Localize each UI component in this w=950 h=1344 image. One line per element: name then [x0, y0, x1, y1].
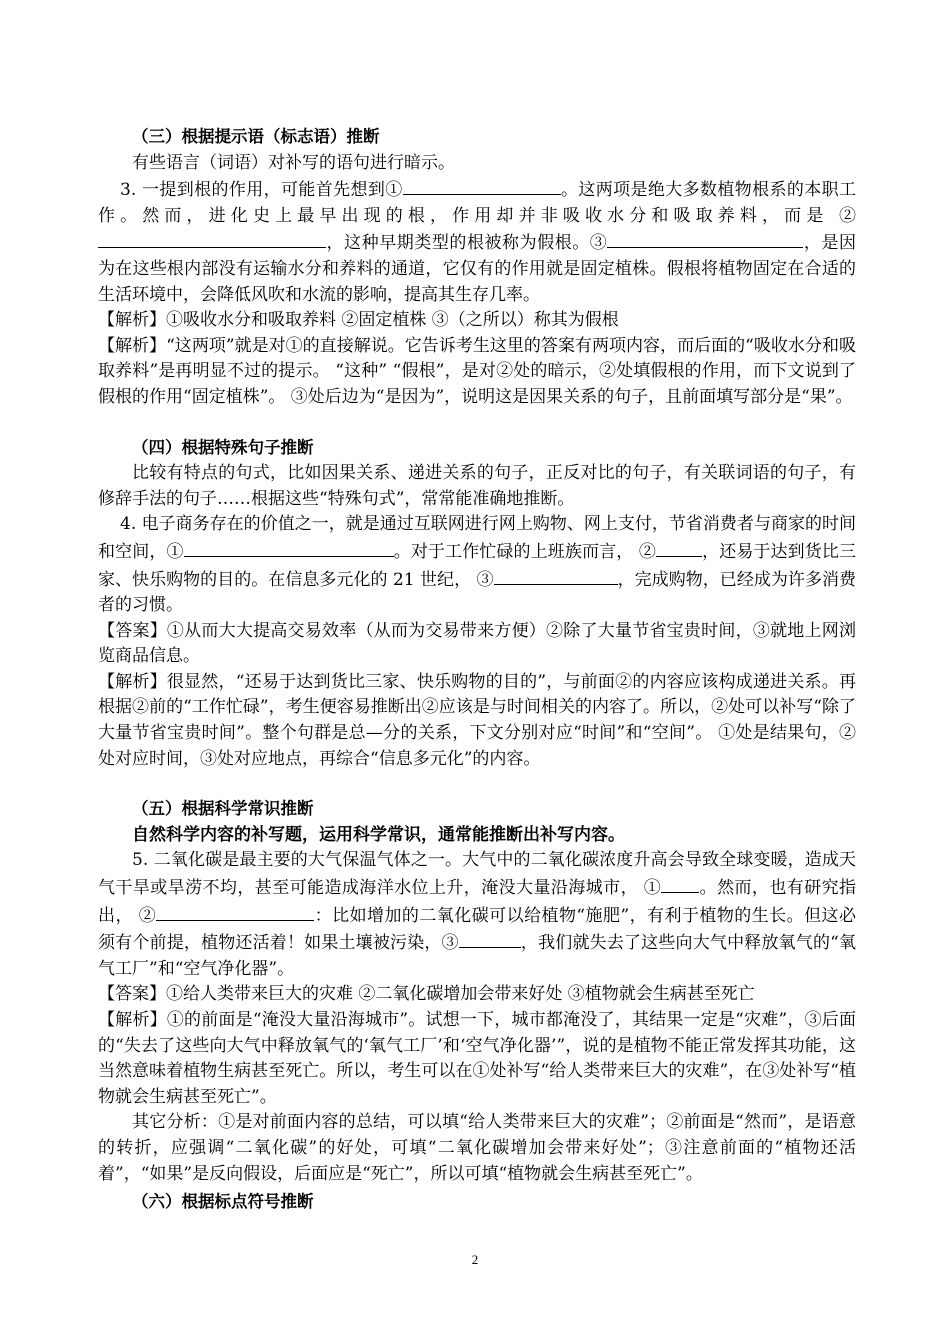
fill-blank: [661, 874, 699, 893]
fill-blank: [656, 538, 702, 557]
question-4-part-a: 4. 电子商务存在的价值之一，就是通过互联网进行网上购物、网上支付，节省消费者与商家的时间和空间，①: [98, 514, 856, 562]
spacer: [98, 772, 856, 796]
analysis-3: 【解析】“这两项”就是对①的直接解说。它告诉考生这里的答案有两项内容，而后面的“吸收水分和吸取养料”是再明显不过的提示。 “这种” “假根”，是对②处的暗示，②处填假根的作用，而下文说到了假根的作用“固定植株”。 ③处后边为“是因为”，说明这是因果关系的句子，且前面填写部分是“果”。: [98, 335, 856, 407]
question-3: [98, 176, 856, 308]
answer-4: 【答案】①从而大大提高交易效率（从而为交易带来方便）②除了大量节省宝贵时间，③就地上网浏览商品信息。: [98, 620, 856, 667]
section-heading-6: （六）根据标点符号推断: [132, 1192, 314, 1212]
section-heading-3: （三）根据提示语（标志语）推断: [132, 127, 380, 146]
question-5-part-d: ，我们就失去了这些向大气中释放氧气的“氧气工厂”和“空气净化器”。: [98, 933, 856, 979]
section-heading-4: （四）根据特殊句子推断: [132, 437, 314, 457]
fill-blank: [98, 229, 326, 248]
section-intro-3: 有些语言（词语）对补写的语句进行暗示。: [132, 152, 455, 173]
other-analysis-5: 其它分析：①是对前面内容的总结，可以填“给人类带来巨大的灾难”；②前面是“然而”，是语意的转折，应强调“二氧化碳”的好处，可填“二氧化碳增加会带来好处”；③注意前面的“植物还活着”，“如果”是反向假设，后面应是“死亡”，所以可填“植物就会生病甚至死亡”。: [98, 1112, 856, 1184]
fill-blank: [459, 929, 521, 948]
question-5-part-a: 5. 二氧化碳是最主要的大气保温气体之一。大气中的二氧化碳浓度升高会导致全球变暖，造成天气干旱或旱涝不均，甚至可能造成海洋水位上升，淹没大量沿海城市， ①: [98, 850, 856, 899]
answer-3: 【解析】①吸收水分和吸取养料 ②固定植株 ③（之所以）称其为假根: [98, 310, 619, 331]
spacer: [98, 411, 856, 435]
fill-blank: [494, 566, 618, 585]
section-heading-5: （五）根据科学常识推断: [132, 799, 314, 819]
question-4-part-b: 。对于工作忙碌的上班族而言， ②: [393, 541, 656, 562]
question-5-part-c: ：比如增加的二氧化碳可以给植物“施肥”，有利于植物的生长。但这必须有个前提，植物还活着！如果土壤被污染，③: [98, 905, 857, 954]
fill-blank: [184, 538, 394, 557]
question-4: [98, 512, 856, 618]
question-3-part-c: ，这种早期类型的根被称为假根。③: [326, 233, 608, 254]
question-5-part-b: 。然而，也有研究指出， ②: [98, 878, 857, 926]
question-4-part-c: ，还易于达到货比三家、快乐购物的目的。在信息多元化的 21 世纪， ③: [98, 541, 857, 590]
fill-blank: [607, 229, 803, 248]
fill-blank: [403, 176, 561, 195]
question-3-part-a: 3. 一提到根的作用，可能首先想到①: [120, 180, 403, 201]
analysis-4: 【解析】很显然，“还易于达到货比三家、快乐购物的目的”，与前面②的内容应该构成递进关系。再根据②前的“工作忙碌”，考生便容易推断出②应该是与时间相关的内容了。所以，②处可以补写“除了大量节省宝贵时间”。整个句群是总—分的关系，下文分别对应“时间”和“空间”。 ①处是结果句，②处对应时间，③处对应地点，再综合“信息多元化”的内容。: [98, 671, 856, 769]
question-3-part-d: ，是因为在这些根内部没有运输水分和养料的通道，它仅有的作用就是固定植株。假根将植物固定在合适的生活环境中，会降低风吹和水流的影响，提高其生存几率。: [98, 233, 857, 305]
question-5: [98, 848, 856, 982]
answer-5: 【答案】①给人类带来巨大的灾难 ②二氧化碳增加会带来好处 ③植物就会生病甚至死亡: [98, 984, 755, 1005]
section-intro-5: 自然科学内容的补写题，运用科学常识，通常能推断出补写内容。: [132, 824, 625, 845]
section-intro-4: 比较有特点的句式，比如因果关系、递进关系的句子，正反对比的句子，有关联词语的句子，有修辞手法的句子……根据这些“特殊句式”，常常能准确地推断。: [98, 463, 856, 509]
question-3-part-b: 。这两项是绝大多数植物根系的本职工作。然而，进化史上最早出现的根，作用却并非吸收水分和吸取养料，而是 ②: [98, 180, 856, 226]
document-page: [98, 124, 856, 1216]
question-4-part-d: ，完成购物，已经成为许多消费者的习惯。: [98, 569, 857, 616]
analysis-5: 【解析】①的前面是“淹没大量沿海城市”。试想一下，城市都淹没了，其结果一定是“灾难”，③后面的“失去了这些向大气中释放氧气的‘氧气工厂’和‘空气净化器’”，说的是植物不能正常发挥其功能，这当然意味着植物生病甚至死亡。所以，考生可以在①处补写“给人类带来巨大的灾难”，在③处补写“植物就会生病甚至死亡”。: [98, 1010, 856, 1107]
fill-blank: [156, 902, 314, 921]
page-number: 2: [471, 1252, 479, 1267]
